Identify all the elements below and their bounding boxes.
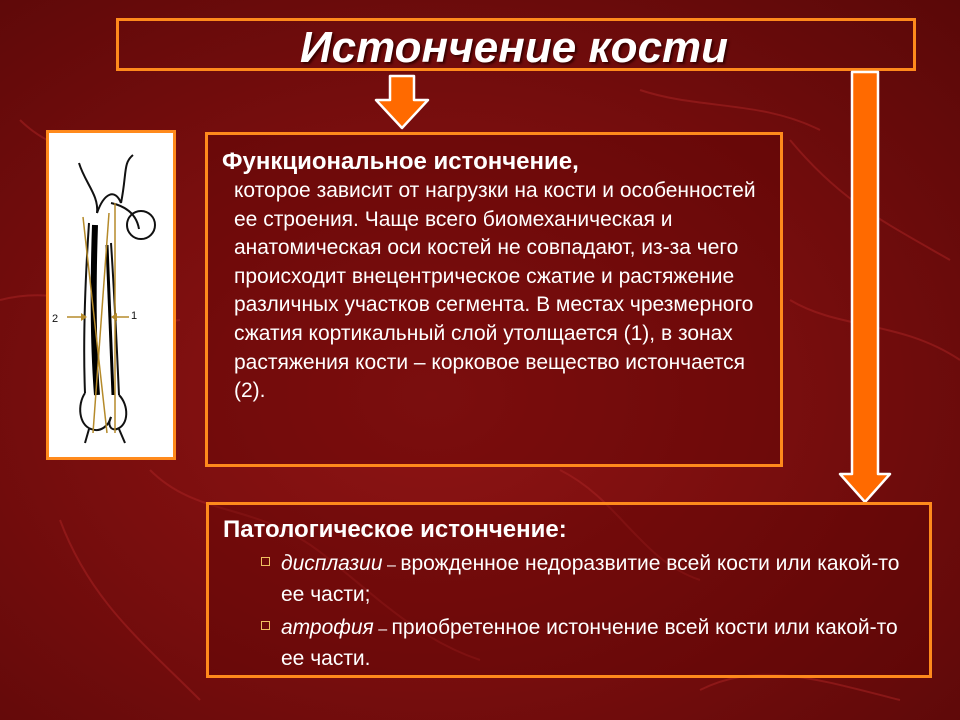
femur-drawing xyxy=(49,133,173,457)
functional-body: которое зависит от нагрузки на кости и особенностей ее строения. Чаще всего биомеханическая и анатомическая оси костей не совпадают, из-за чего происходит внецентрическое сжатие и растяжение различных участков сегмента. В местах чрезмерного сжатия кортикальный слой утолщается (1), в зонах растяжения кости – корковое вещество истончается (2). xyxy=(234,179,756,403)
list-item xyxy=(223,613,915,673)
functional-thinning-box xyxy=(205,132,783,467)
pathological-heading: Патологическое истончение: xyxy=(223,516,567,543)
square-bullet-icon xyxy=(261,557,270,566)
down-arrow-icon xyxy=(372,74,432,130)
long-down-arrow-icon xyxy=(838,70,894,506)
figure-label-2: 2 xyxy=(52,313,59,325)
term-dysplasia: дисплазии xyxy=(281,552,383,575)
femur-figure xyxy=(46,130,176,460)
term-dash: – xyxy=(373,621,392,638)
list-item xyxy=(223,549,915,609)
page-title: Истончение кости xyxy=(300,23,729,72)
term-atrophy: атрофия xyxy=(281,616,374,639)
pathological-thinning-box xyxy=(206,502,932,678)
square-bullet-icon xyxy=(261,621,270,630)
functional-heading: Функциональное истончение, xyxy=(222,148,579,175)
figure-label-1: 1 xyxy=(131,310,138,322)
item-text: врожденное недоразвитие всей кости или какой-то ее части; xyxy=(281,552,900,606)
item-text: приобретенное истончение всей кости или какой-то ее части. xyxy=(281,616,898,670)
pathological-list xyxy=(223,549,915,673)
term-dash: – xyxy=(382,557,401,574)
